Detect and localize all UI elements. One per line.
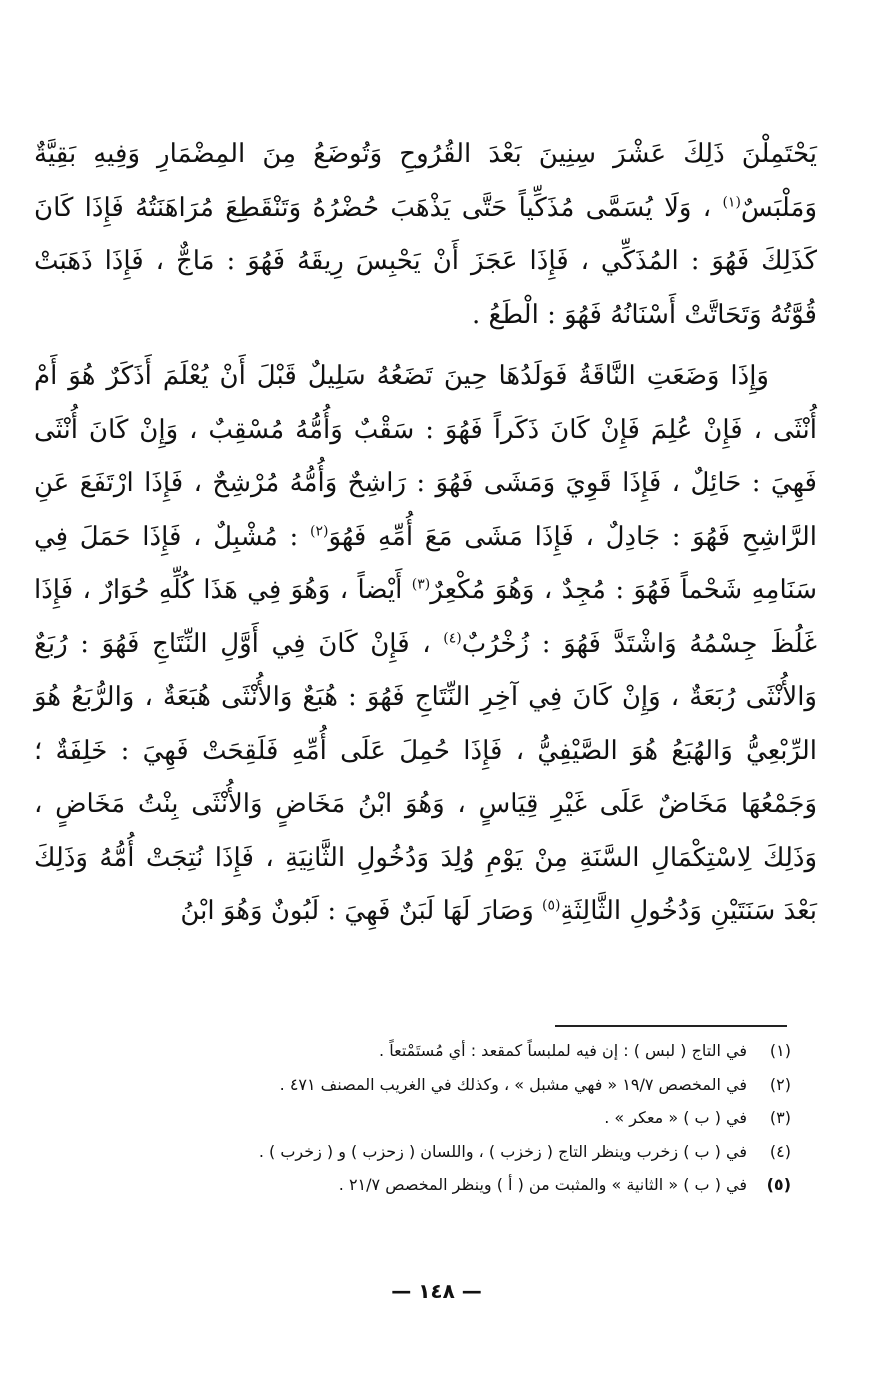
footnote-ref-5: (٥) — [542, 897, 561, 914]
footnotes — [40, 1034, 791, 1202]
footnote-2 — [40, 1068, 791, 1102]
footnote-text: في ( ب ) « الثانية » والمثبت من ( أ ) وينظر المخصص ٢١/٧ . — [338, 1175, 747, 1194]
footnote-3 — [40, 1101, 791, 1135]
paragraph-2-part-3: أَيْضاً ، وَهُوَ فِي هَذَا كُلِّهِ حُوَارٌ ، فَإِذَا غَلُظَ جِسْمُهُ وَاشْتَدَّ فَهُوَ : زُخْرُبٌ — [34, 575, 817, 659]
footnote-number: (١) — [769, 1041, 791, 1060]
paragraph-2-part-4: ، فَإِنْ كَانَ فِي أَوَّلِ النِّتَاجِ فَهُوَ : رُبَعٌ وَالأُنْثَى رُبَعَةٌ ، وَإِنْ كَانَ فِي آخِرِ النِّتَاجِ فَهُوَ : هُبَعٌ وَالأُنْثَى هُبَعَةٌ ، وَالرُّبَعُ هُوَ الرِّبْعِيُّ وَالهُبَعُ هُوَ الصَّيْفِيُّ ، فَإِذَا حُمِلَ عَلَى أُمِّهِ فَلَقِحَتْ فَهِيَ : خَلِفَةٌ ؛ وَجَمْعُهَا مَخَاضٌ عَلَى غَيْرِ قِيَاسٍ ، وَهُوَ ابْنُ مَخَاضٍ وَالأُنْثَى بِنْتُ مَخَاضٍ ، وَذَلِكَ لِاسْتِكْمَالِ السَّنَةِ مِنْ يَوْمِ وُلِدَ وَدُخُولِ الثَّانِيَةِ ، فَإِذَا نُتِجَتْ أُمُّهُ وَذَلِكَ بَعْدَ سَنَتَيْنِ وَدُخُولِ الثَّالِثَةِ — [34, 628, 817, 926]
main-text — [34, 128, 817, 939]
footnote-text: في المخصص ١٩/٧ « فهي مشبل » ، وكذلك في الغريب المصنف ٤٧١ . — [279, 1074, 747, 1094]
footnote-number: (٣) — [769, 1108, 791, 1127]
footnote-text: في ( ب ) زخرب وينظر التاج ( زخزب ) ، واللسان ( زحزب ) و ( زخرب ) . — [258, 1141, 747, 1161]
paragraph-2-part-1: وَإِذَا وَضَعَتِ النَّاقَةُ فَوَلَدُهَا حِينَ تَضَعُهُ سَلِيلٌ قَبْلَ أَنْ يُعْلَمَ أَذَكَرٌ هُوَ أَمْ أُنْثَى ، فَإِنْ عُلِمَ فَإِنْ كَانَ ذَكَراً فَهُوَ : سَقْبٌ وَأُمُّهُ مُسْقِبٌ ، وَإِنْ كَانَ أُنْثَى فَهِيَ : حَائِلٌ ، فَإِذَا قَوِيَ وَمَشَى فَهُوَ : رَاشِحٌ وَأُمُّهُ مُرْشِحٌ ، فَإِذَا ارْتَفَعَ عَنِ الرَّاشِحِ فَهُوَ : جَادِلٌ ، فَإِذَا مَشَى مَعَ أُمِّهِ فَهُوَ — [34, 361, 817, 552]
paragraph-2-part-5: وَصَارَ لَهَا لَبَنٌ فَهِيَ : لَبُونٌ وَهُوَ ابْنُ — [180, 896, 534, 926]
paragraph-1-text: يَحْتَمِلْنَ ذَلِكَ عَشْرَ سِنِينَ بَعْدَ القُرُوحِ وَتُوضَعُ مِنَ المِضْمَارِ وَفِيهِ بَقِيَّةٌ وَمَلْبَسٌ — [34, 139, 818, 223]
footnote-5 — [40, 1168, 791, 1202]
footnote-ref-4: (٤) — [443, 629, 462, 646]
footnote-text: في التاج ( لبس ) : إن فيه لملبساً كمقعد : أي مُستَمْتعاً . — [379, 1041, 747, 1060]
footnote-text: في ( ب ) « معكر » . — [604, 1108, 747, 1127]
footnote-ref-3: (٣) — [411, 576, 431, 593]
paragraph-2 — [34, 350, 817, 939]
footnote-number: (٢) — [769, 1074, 791, 1094]
paragraph-1-continuation: ، وَلَا يُسَمَّى مُذَكِّياً حَتَّى يَذْهَبَ حُضْرُهُ وَتَنْقَطِعَ مُرَاهَنَتُهُ فَإِذَا كَانَ كَذَلِكَ فَهُوَ : المُذَكِّي ، فَإِذَا عَجَزَ أَنْ يَحْبِسَ رِيقَهُ فَهُوَ : مَاجٌّ ، فَإِذَا ذَهَبَتْ قُوَّتُهُ وَتَحَاتَّتْ أَسْنَانُهُ فَهُوَ : الْطَعُ . — [34, 192, 817, 330]
footnote-ref-1: (١) — [722, 193, 741, 210]
footnote-divider — [555, 1025, 787, 1027]
footnote-1 — [40, 1034, 791, 1068]
footnote-number: (٥) — [766, 1175, 791, 1194]
footnote-number: (٤) — [769, 1141, 791, 1161]
footnote-4 — [40, 1135, 791, 1169]
paragraph-1 — [34, 128, 817, 342]
paragraph-2-part-2: : مُشْبِلٌ ، فَإِذَا حَمَلَ فِي سَنَامِهِ شَحْماً فَهُوَ : مُجِدٌ ، وَهُوَ مُكْعِرٌ — [34, 521, 817, 605]
page-number: — ١٤٨ — — [391, 1279, 482, 1303]
footnote-ref-2: (٢) — [309, 522, 329, 539]
